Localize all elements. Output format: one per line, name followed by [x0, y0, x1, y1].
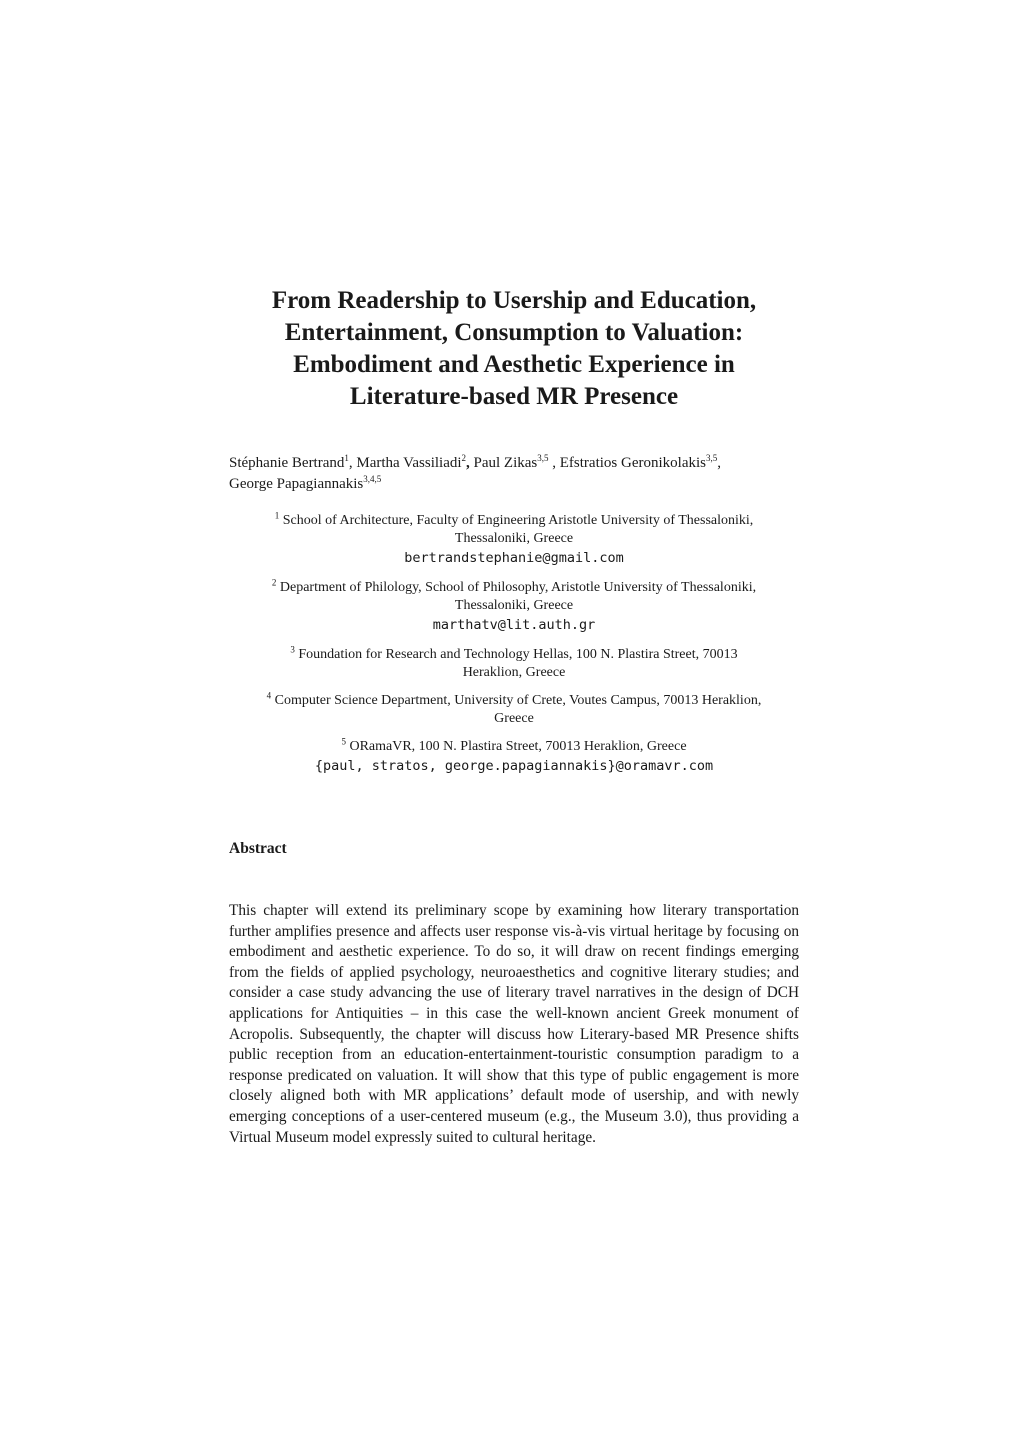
affiliation-line: Thessaloniki, Greece [454, 531, 574, 546]
affiliation-line: Heraklion, Greece [462, 665, 566, 680]
email-address: {paul, stratos, george.papagiannakis}@oramavr.com [314, 758, 714, 774]
title-line: From Readership to Usership and Education, [271, 287, 757, 314]
author-separator: , [466, 455, 474, 471]
affiliation-line: Department of Philology, School of Philosophy, Aristotle University of Thessaloniki, [279, 580, 757, 595]
author-affiliation-marker: 1 [344, 453, 349, 463]
affiliation-1 [229, 512, 799, 568]
affiliation-5 [229, 738, 799, 776]
author-name: Efstratios Geronikolakis [559, 455, 706, 471]
author-name: Paul Zikas [473, 455, 538, 471]
affiliation-number: 4 [266, 690, 272, 701]
affiliation-line: Greece [494, 711, 534, 726]
author-separator: , [717, 455, 721, 471]
affiliation-line: School of Architecture, Faculty of Engineering Aristotle University of Thessaloniki, [282, 513, 754, 528]
title-line: Literature-based MR Presence [349, 383, 679, 410]
author-affiliation-marker: 3,5 [706, 453, 718, 463]
title-line: Entertainment, Consumption to Valuation: [284, 319, 744, 346]
author-name: George Papagiannakis [229, 476, 364, 492]
affiliation-line: ORamaVR, 100 N. Plastira Street, 70013 Heraklion, Greece [349, 739, 687, 754]
title-line: Embodiment and Aesthetic Experience in [293, 351, 735, 378]
affiliation-4 [229, 692, 799, 728]
abstract-text: This chapter will extend its preliminary scope by examining how literary transportation further amplifies presence and affects user response vis-à-vis virtual heritage by focusing on embodiment and aesthetic experience. To do so, it will draw on recent findings emerging from the fields of applied psychology, neuroaesthetics and cognitive literary studies; and consider a case study advancing the use of literary travel narratives in the design of DCH applications for Antiquities – in this case the well-known ancient Greek monument of Acropolis. Subsequently, the chapter will discuss how Literary-based MR Presence shifts public reception from an education-entertainment-touristic consumption paradigm to a response predicated on valuation. It will show that this type of public engagement is more closely aligned both with MR applications’ default mode of usership, and with newly emerging conceptions of a user-centered museum (e.g., the Museum 3.0), thus providing a Virtual Museum model expressly suited to cultural heritage. [229, 902, 799, 1146]
affiliation-number: 3 [290, 644, 295, 655]
affiliation-line: Thessaloniki, Greece [454, 598, 574, 613]
abstract-heading: Abstract [229, 840, 287, 857]
affiliation-3 [229, 646, 799, 682]
author-name: Stéphanie Bertrand [229, 455, 345, 471]
affiliation-number: 5 [341, 736, 346, 747]
author-affiliation-marker: 3,5 [537, 453, 549, 463]
email-address: bertrandstephanie@gmail.com [404, 550, 624, 566]
author-name: Martha Vassiliadi [356, 455, 462, 471]
affiliation-line: Computer Science Department, University of Crete, Voutes Campus, 70013 Heraklion, [274, 693, 762, 708]
affiliation-2 [229, 579, 799, 635]
paper-title [200, 285, 828, 413]
affiliation-line: Foundation for Research and Technology Hellas, 100 N. Plastira Street, 70013 [298, 647, 738, 662]
affiliation-number: 2 [271, 577, 277, 588]
author-list [229, 453, 809, 495]
email-address: marthatv@lit.auth.gr [432, 617, 596, 633]
author-separator: , [348, 455, 357, 471]
affiliation-number: 1 [274, 510, 280, 521]
author-separator: , [548, 455, 560, 471]
author-affiliation-marker: 3,4,5 [363, 474, 382, 484]
author-affiliation-marker: 2 [461, 453, 467, 463]
